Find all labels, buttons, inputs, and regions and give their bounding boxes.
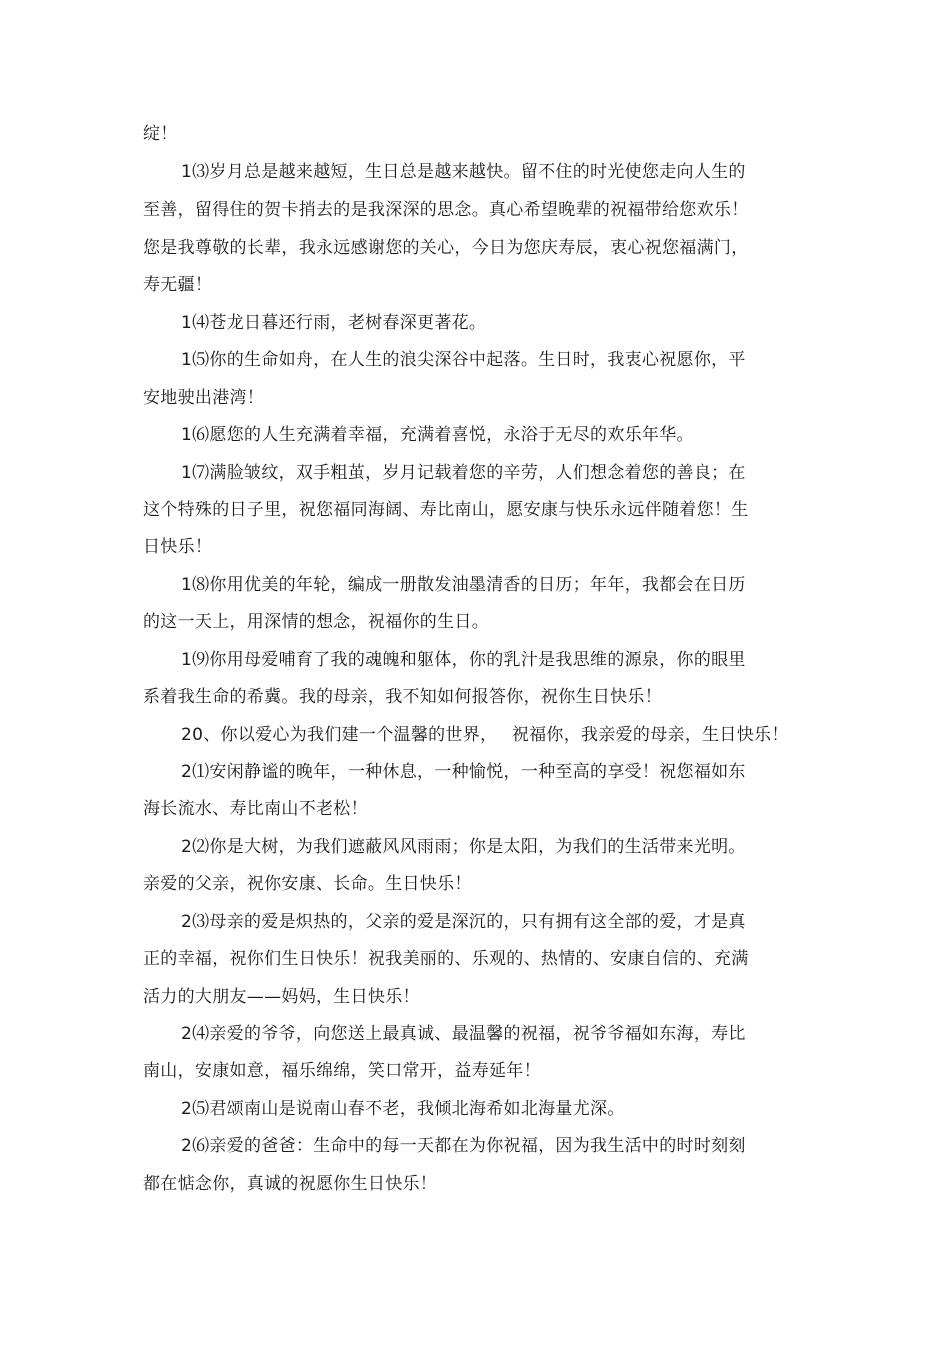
- text-line: 系着我生命的希冀。我的母亲，我不知如何报答你，祝你生日快乐！: [143, 687, 662, 707]
- text-line: 寿无疆！: [143, 275, 213, 295]
- text-line: 1⑸你的生命如舟，在人生的浪尖深谷中起落。生日时，我衷心祝愿你，平: [181, 350, 746, 370]
- text-line: 1⑺满脸皱纹，双手粗茧，岁月记载着您的辛劳，人们想念着您的善良；在: [181, 463, 746, 483]
- text-line: 这个特殊的日子里，祝您福同海阔、寿比南山，愿安康与快乐永远伴随着您！生: [143, 500, 749, 520]
- text-line: 安地驶出港湾！: [143, 388, 265, 408]
- text-line: 绽！: [143, 124, 178, 144]
- text-line: 2⑵你是大树，为我们遮蔽风风雨雨；你是太阳，为我们的生活带来光明。: [181, 837, 746, 857]
- text-line: 1⑶岁月总是越来越短，生日总是越来越快。留不住的时光使您走向人生的: [181, 162, 746, 182]
- text-line: 正的幸福，祝你们生日快乐！祝我美丽的、乐观的、热情的、安康自信的、充满: [143, 949, 749, 969]
- text-line: 海长流水、寿比南山不老松！: [143, 799, 368, 819]
- text-line: 2⑴安闲静谧的晚年，一种休息，一种愉悦，一种至高的享受！祝您福如东: [181, 762, 746, 782]
- text-line: 2⑶母亲的爱是炽热的，父亲的爱是深沉的，只有拥有这全部的爱，才是真: [181, 912, 746, 932]
- text-line: 1⑻你用优美的年轮，编成一册散发油墨清香的日历；年年，我都会在日历: [181, 575, 746, 595]
- text-line: 您是我尊敬的长辈，我永远感谢您的关心，今日为您庆寿辰，衷心祝您福满门，: [143, 238, 749, 258]
- text-line: 至善，留得住的贺卡捎去的是我深深的思念。真心希望晚辈的祝福带给您欢乐！: [143, 200, 749, 220]
- text-line: 亲爱的父亲，祝你安康、长命。生日快乐！: [143, 874, 472, 894]
- text-line: 南山，安康如意，福乐绵绵，笑口常开，益寿延年！: [143, 1061, 541, 1081]
- text-line: 20、你以爱心为我们建一个温馨的世界， 祝福你，我亲爱的母亲，生日快乐！: [181, 725, 789, 745]
- text-line: 都在惦念你，真诚的祝愿你生日快乐！: [143, 1174, 438, 1194]
- text-line: 2⑷亲爱的爷爷，向您送上最真诚、最温馨的祝福，祝爷爷福如东海，寿比: [181, 1024, 746, 1044]
- text-line: 日快乐！: [143, 537, 213, 557]
- text-line: 2⑹亲爱的爸爸：生命中的每一天都在为你祝福，因为我生活中的时时刻刻: [181, 1136, 746, 1156]
- text-line: 活力的大朋友——妈妈，生日快乐！: [143, 987, 420, 1007]
- text-line: 2⑸君颂南山是说南山春不老，我倾北海希如北海量尤深。: [181, 1099, 625, 1119]
- text-line: 1⑷苍龙日暮还行雨，老树春深更著花。: [181, 313, 487, 333]
- text-line: 1⑼你用母爱哺育了我的魂魄和躯体，你的乳汁是我思维的源泉，你的眼里: [181, 650, 746, 670]
- text-line: 的这一天上，用深情的想念，祝福你的生日。: [143, 612, 489, 632]
- text-line: 1⑹愿您的人生充满着幸福，充满着喜悦，永浴于无尽的欢乐年华。: [181, 425, 694, 445]
